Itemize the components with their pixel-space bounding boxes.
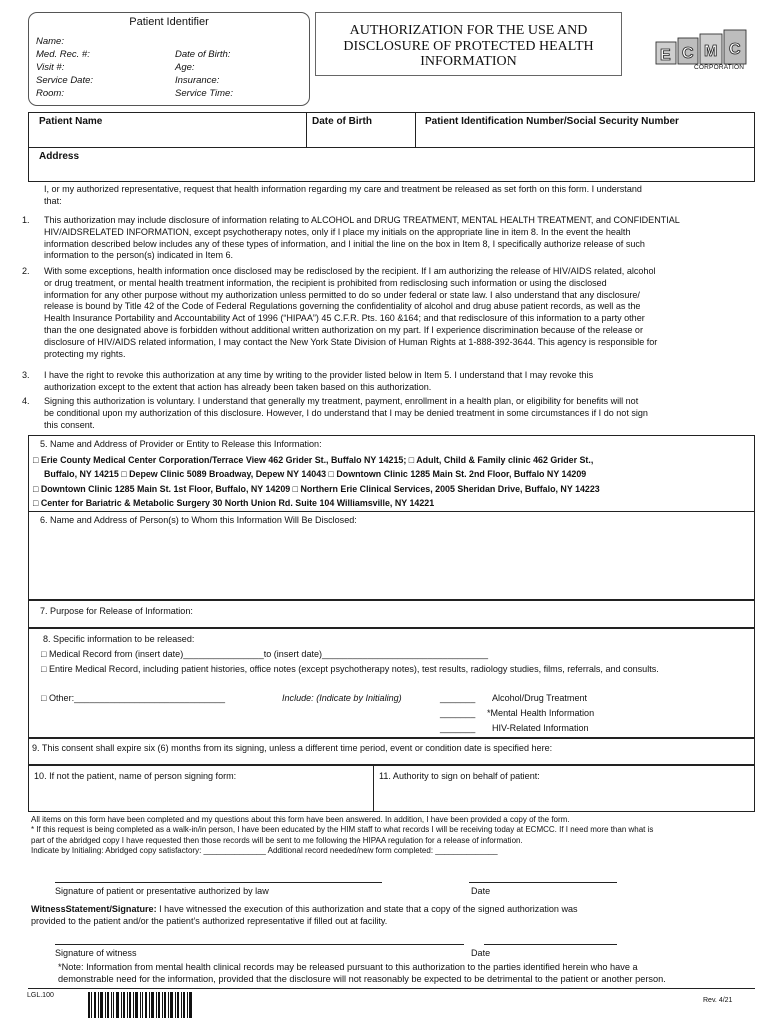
dob-label: Date of Birth: <box>175 49 231 60</box>
witness-heading: WitnessStatement/Signature: <box>31 904 157 914</box>
witness-signature-label: Signature of witness <box>55 948 137 958</box>
section-divider <box>373 766 374 811</box>
section-6-box[interactable] <box>28 511 755 600</box>
initial-line-alcohol[interactable]: _______ <box>440 693 476 703</box>
sections-10-11-box <box>28 765 755 812</box>
item-1-text <box>44 215 680 262</box>
logo-letter-c2: C <box>729 41 741 58</box>
item-line: information to the person(s) indicated in Item 6. <box>44 250 234 261</box>
patient-name-field[interactable]: Patient Name <box>39 116 103 127</box>
logo-corporation-text: CORPORATION <box>694 64 745 71</box>
ack-line: Indicate by Initialing: Abridged copy satisfactory: ______________ Additional record needed/new form completed: ______________ <box>31 846 498 856</box>
witness-text: I have witnessed the execution of this authorization and state that a copy of the signed authorization was <box>156 904 578 914</box>
room-label: Room: <box>36 88 64 99</box>
patient-date-label: Date <box>471 886 491 896</box>
provider-option[interactable]: □ Center for Bariatric & Metabolic Surgery 30 North Union Rd. Suite 104 Williamsville, NY 14221 <box>33 497 435 508</box>
other-option[interactable]: □ Other:______________________________ <box>41 693 226 703</box>
item-line: or drug treatment, or mental health treatment information, the recipient is prohibited from redisclosing such information or using the disclosed <box>44 277 607 288</box>
item-line: disclosure of HIV/AIDS related information, I may contact the New York State Division of Human Rights at 1-888-392-3644. This agency is responsible for <box>44 336 658 347</box>
med-rec-label: Med. Rec. #: <box>36 49 90 60</box>
item-number: 1. <box>22 215 30 225</box>
logo-letter-e: E <box>660 47 671 64</box>
alcohol-drug-label: Alcohol/Drug Treatment <box>492 693 588 703</box>
include-initialing-label: Include: (Indicate by Initialing) <box>282 693 402 703</box>
section-11-text[interactable]: 11. Authority to sign on behalf of patient: <box>379 771 540 781</box>
initial-line-hiv[interactable]: _______ <box>440 723 476 733</box>
grid-divider-1 <box>306 113 307 147</box>
section-8-heading: 8. Specific information to be released: <box>43 634 195 644</box>
item-line: release is bound by Title 42 of the Code of Federal Regulations governing the confidentiality of alcohol and drug abuse patient records, as well as the <box>44 301 641 312</box>
patient-info-grid <box>28 112 755 182</box>
section-8-box <box>28 628 755 738</box>
visit-label: Visit #: <box>36 62 65 73</box>
intro-line: I, or my authorized representative, request that health information regarding my care and treatment be released as set forth on this form. I understand <box>44 184 642 194</box>
form-title <box>316 13 621 70</box>
item-line: Health Insurance Portability and Accountability Act of 1996 (“HIPAA”) 45 C.F.R. Pts. 160 &164; and that redisclosure of this information to a party other <box>44 313 645 324</box>
insurance-label: Insurance: <box>175 75 220 86</box>
section-6-heading: 6. Name and Address of Person(s) to Whom this Information Will Be Disclosed: <box>40 515 357 525</box>
logo-letter-c1: C <box>682 45 694 62</box>
form-title-line-3: INFORMATION <box>420 54 517 69</box>
mental-health-label: *Mental Health Information <box>487 708 595 718</box>
section-7-heading: 7. Purpose for Release of Information: <box>40 606 193 616</box>
item-line: protecting my rights. <box>44 348 126 359</box>
patient-signature-line[interactable] <box>55 882 382 883</box>
section-5-heading: 5. Name and Address of Provider or Entity to Release this Information: <box>40 439 322 449</box>
item-line: With some exceptions, health information once disclosed may be redisclosed by the recipient. If I am authorizing the release of HIV/AIDS related, alcohol <box>44 266 656 276</box>
form-code: LGL.100 <box>27 992 54 999</box>
item-line: this consent. <box>44 419 95 430</box>
item-line: I have the right to revoke this authorization at any time by writing to the provider listed below in Item 5. I understand that I may revoke this <box>44 370 594 380</box>
section-5-box <box>28 435 755 512</box>
item-2-text <box>44 266 657 360</box>
ack-line: * If this request is being completed as a walk-in/in person, I have been educated by the HIM staff to what records I will be receiving today at ECMCC. If I need more than what is <box>31 825 654 835</box>
initial-line-mental-health[interactable]: _______ <box>440 708 476 718</box>
section-10-text[interactable]: 10. If not the patient, name of person signing form: <box>34 771 237 781</box>
item-line: be conditional upon my authorization of this disclosure. However, I do understand that I may be denied treatment in some circumstances if I do not sign <box>44 407 648 418</box>
acknowledgement-text <box>31 815 653 857</box>
intro-paragraph <box>44 184 642 208</box>
witness-statement <box>31 904 578 928</box>
item-line: authorization except to the extent that action has already been taken based on this authorization. <box>44 381 432 392</box>
provider-option[interactable]: □ Downtown Clinic 1285 Main St. 1st Floor, Buffalo, NY 14209 □ Northern Erie Clinical Services, 2005 Sheridan Drive, Buffalo, NY 14223 <box>33 483 600 494</box>
patient-date-line[interactable] <box>469 882 617 883</box>
item-3-text <box>44 370 593 394</box>
service-time-label: Service Time: <box>175 88 233 99</box>
patient-identifier-box <box>28 12 310 106</box>
item-line: Signing this authorization is voluntary. I understand that generally my treatment, payment, enrollment in a health plan, or eligibility for benefits will not <box>44 396 639 406</box>
item-4-text <box>44 396 648 431</box>
item-number: 2. <box>22 266 30 276</box>
form-title-line-2: DISCLOSURE OF PROTECTED HEALTH <box>343 38 594 54</box>
address-field[interactable]: Address <box>39 151 80 162</box>
witness-signature-line[interactable] <box>55 944 464 945</box>
medical-record-range-option[interactable]: □ Medical Record from (insert date)________________to (insert date)_________________________________ <box>41 649 489 659</box>
patient-signature-label: Signature of patient or presentative authorized by law <box>55 886 269 896</box>
witness-text-2: provided to the patient and/or the patient’s authorized representative if filled out at facility. <box>31 915 388 926</box>
witness-date-label: Date <box>471 948 491 958</box>
note-line: *Note: Information from mental health clinical records may be released pursuant to this authorization to the parties identified herein who have a <box>58 962 638 972</box>
ack-line: part of the abridged copy I have requested then those records will be sent to me following the HIPAA regulation for a release of information. <box>31 835 523 845</box>
item-number: 3. <box>22 370 30 380</box>
grid-row-divider <box>29 147 754 148</box>
ack-line: All items on this form have been completed and my questions about this form have been answered. In addition, I have been provided a copy of the form. <box>31 815 570 824</box>
mental-health-note <box>58 962 666 986</box>
hiv-label: HIV-Related Information <box>492 723 589 733</box>
form-title-line-1: AUTHORIZATION FOR THE USE AND <box>349 23 588 38</box>
section-9-text: 9. This consent shall expire six (6) months from its signing, unless a different time period, event or condition date is specified here: <box>32 743 553 753</box>
intro-line: that: <box>44 195 62 206</box>
item-line: information for any other purpose without my authorization unless permitted to do so under federal or state law. I also understand that any disclosure/ <box>44 289 640 300</box>
provider-option[interactable]: Buffalo, NY 14215 □ Depew Clinic 5089 Broadway, Depew NY 14043 □ Downtown Clinic 1285 Main St. 2nd Floor, Buffalo NY 14209 <box>44 469 587 480</box>
age-label: Age: <box>175 62 195 73</box>
patient-identifier-title: Patient Identifier <box>129 16 209 28</box>
patient-dob-field[interactable]: Date of Birth <box>312 116 372 127</box>
item-line: than the one designated above is forbidden without additional written authorization on my part. If I experience discrimination because of the release or <box>44 324 643 335</box>
item-line: This authorization may include disclosure of information relating to ALCOHOL and DRUG TREATMENT, MENTAL HEALTH TREATMENT, and CONFIDENTIAL <box>44 215 680 225</box>
section-7-box[interactable] <box>28 600 755 628</box>
section-9-box[interactable] <box>28 738 755 765</box>
revision-label: Rev. 4/21 <box>703 997 733 1004</box>
witness-date-line[interactable] <box>484 944 617 945</box>
item-number: 4. <box>22 396 30 406</box>
item-line: HIV/AIDSRELATED INFORMATION, except psychotherapy notes, only if I place my initials on the appropriate line in item 8. In the event the health <box>44 226 631 237</box>
entire-record-option[interactable]: □ Entire Medical Record, including patient histories, office notes (except psychotherapy notes), test results, radiology studies, films, referrals, and consults. <box>41 664 659 674</box>
provider-option[interactable]: □ Erie County Medical Center Corporation/Terrace View 462 Grider St., Buffalo NY 14215; □ Adult, Child & Family clinic 462 Grider St., <box>33 455 594 465</box>
item-line: information described below includes any of these types of information, and I initial the line on the box in Item 8, I specifically authorize release of such <box>44 238 645 249</box>
barcode-image <box>88 992 193 1018</box>
patient-id-field[interactable]: Patient Identification Number/Social Security Number <box>425 116 679 127</box>
provider-options <box>33 453 600 510</box>
name-label: Name: <box>36 36 64 47</box>
grid-divider-2 <box>415 113 416 147</box>
note-line: demonstrable need for the information, provided that the disclosure will not reasonably be expected to be detrimental to the patient or another person. <box>58 973 666 984</box>
logo-letter-m: M <box>704 43 718 60</box>
bottom-rule <box>28 988 755 989</box>
form-title-box <box>315 12 622 76</box>
service-date-label: Service Date: <box>36 75 94 86</box>
